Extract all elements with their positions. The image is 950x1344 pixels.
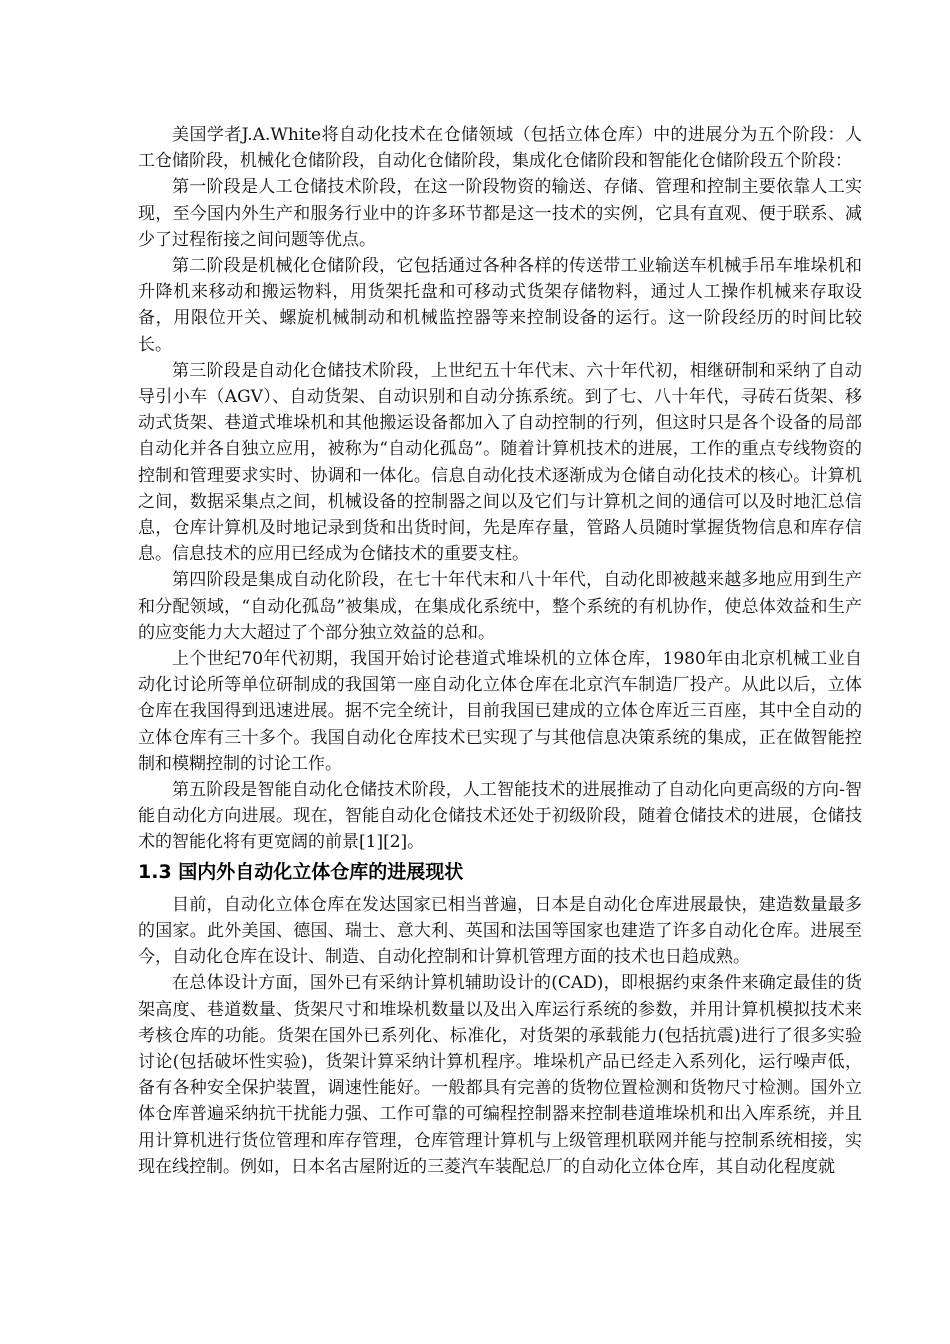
- paragraph-stage-three: 第三阶段是自动化仓储技术阶段，上世纪五十年代末、六十年代初，相继研制和采纳了自动导引小车（AGV）、自动货架、自动识别和自动分拣系统。到了七、八十年代，寻砖石货架、移动式货架、巷道式堆垛机和其他搬运设备都加入了自动控制的行列，但这时只是各个设备的局部自动化并各自独立应用，被称为“自动化孤岛”。随着计算机技术的进展，工作的重点专线物资的控制和管理要求实时、协调和一体化。信息自动化技术逐渐成为仓储自动化技术的核心。计算机之间，数据采集点之间，机械设备的控制器之间以及它们与计算机之间的通信可以及时地汇总信息，仓库计算机及时地记录到货和出货时间，先是库存量，管路人员随时掌握货物信息和库存信息。信息技术的应用已经成为仓储技术的重要支柱。: [138, 360, 862, 565]
- paragraph-stage-four: 第四阶段是集成自动化阶段，在七十年代末和八十年代，自动化即被越来越多地应用到生产和分配领域，“自动化孤岛”被集成，在集成化系统中，整个系统的有机协作，使总体效益和生产的应变能力大大超过了个部分独立效益的总和。: [138, 570, 862, 643]
- paragraph-current-status: 目前，自动化立体仓库在发达国家已相当普遍，日本是自动化仓库进展最快，建造数量最多的国家。此外美国、德国、瑞士、意大利、英国和法国等国家也建造了许多自动化仓库。进展至今，自动化仓库在设计、制造、自动化控制和计算机管理方面的技术也日趋成熟。: [138, 894, 862, 968]
- paragraph-stage-two: 第二阶段是机械化仓储阶段，它包括通过各种各样的传送带工业输送车机械手吊车堆垛机和升降机来移动和搬运物料，用货架托盘和可移动式货架存储物料，通过人工操作机械来存取设备，用限位开关、螺旋机械制动和机械监控器等来控制设备的运行。这一阶段经历的时间比较长。: [138, 256, 862, 355]
- paragraph-china-history: 上个世纪70年代初期，我国开始讨论巷道式堆垛机的立体仓库，1980年由北京机械工业自动化讨论所等单位研制成的我国第一座自动化立体仓库在北京汽车制造厂投产。从此以后，立体仓库在我国得到迅速进展。据不完全统计，目前我国已建成的立体仓库近三百座，其中全自动的立体仓库有三十多个。我国自动化仓库技术已实现了与其他信息决策系统的集成，正在做智能控制和模糊控制的讨论工作。: [138, 649, 862, 774]
- paragraph-intro-five-stages: 美国学者J.A.White将自动化技术在仓储领域（包括立体仓库）中的进展分为五个阶段：人工仓储阶段，机械化仓储阶段，自动化仓储阶段，集成化仓储阶段和智能化仓储阶段五个阶段：: [138, 125, 862, 172]
- section-heading: 1.3 国内外自动化立体仓库的进展现状: [138, 860, 464, 883]
- paragraph-overall-design: 在总体设计方面，国外已有采纳计算机辅助设计的(CAD)，即根据约束条件来确定最佳的货架高度、巷道数量、货架尺寸和堆垛机数量以及出入库运行系统的参数，并用计算机模拟技术来考核仓库的功能。货架在国外已系列化、标准化，对货架的承载能力(包括抗震)进行了很多实验讨论(包括破坏性实验)，货架计算采纳计算机程序。堆垛机产品已经走入系列化，运行噪声低，备有各种安全保护装置，调速性能好。一般都具有完善的货物位置检测和货物尺寸检测。国外立体仓库普遍采纳抗干扰能力强、工作可靠的可编程控制器来控制巷道堆垛机和出入库系统，并且用计算机进行货位管理和库存管理，仓库管理计算机与上级管理机联网并能与控制系统相接，实现在线控制。例如，日本名古屋附近的三菱汽车装配总厂的自动化立体仓库，其自动化程度就: [138, 973, 862, 1177]
- paragraph-stage-one: 第一阶段是人工仓储技术阶段，在这一阶段物资的输送、存储、管理和控制主要依靠人工实现，至今国内外生产和服务行业中的许多环节都是这一技术的实例，它具有直观、便于联系、减少了过程衔接之间问题等优点。: [138, 177, 862, 250]
- document-body: [138, 122, 862, 1180]
- paragraph-stage-five: 第五阶段是智能自动化仓储技术阶段，人工智能技术的进展推动了自动化向更高级的方向-智能自动化方向进展。现在，智能自动化仓储技术还处于初级阶段，随着仓储技术的进展，仓储技术的智能化将有更宽阔的前景[1][2]。: [138, 780, 862, 853]
